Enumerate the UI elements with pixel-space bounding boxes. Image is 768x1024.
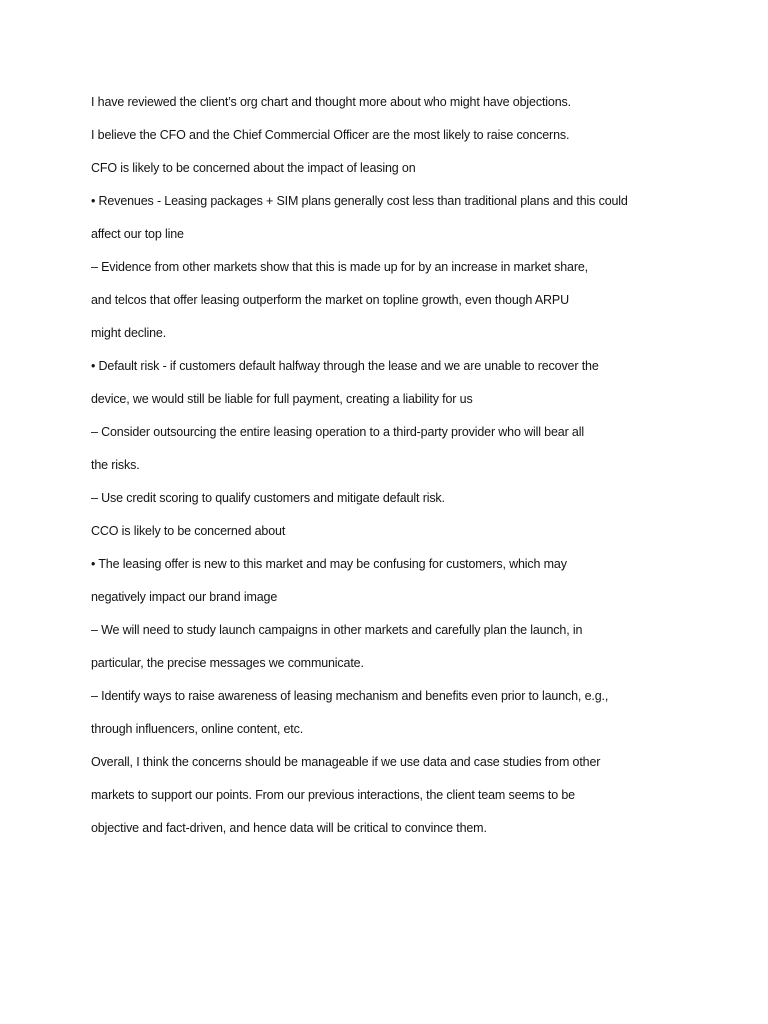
- text-line: through influencers, online content, etc.: [91, 722, 304, 736]
- text-line: the risks.: [91, 458, 140, 472]
- text-line: particular, the precise messages we communicate.: [91, 656, 364, 670]
- text-line-launch-campaigns: – We will need to study launch campaigns in other markets and carefully plan the launch, in: [91, 623, 583, 637]
- text-line-outsourcing: – Consider outsourcing the entire leasing operation to a third-party provider who will bear all: [91, 425, 584, 439]
- document-body: [91, 90, 691, 849]
- text-line: markets to support our points. From our previous interactions, the client team seems to be: [91, 788, 575, 802]
- text-line: negatively impact our brand image: [91, 590, 278, 604]
- text-line-leasing-offer-bullet: • The leasing offer is new to this market and may be confusing for customers, which may: [91, 557, 567, 571]
- text-line: affect our top line: [91, 227, 184, 241]
- text-line: device, we would still be liable for full payment, creating a liability for us: [91, 392, 473, 406]
- text-line-overall: Overall, I think the concerns should be manageable if we use data and case studies from other: [91, 755, 601, 769]
- text-line: might decline.: [91, 326, 167, 340]
- text-line-belief: I believe the CFO and the Chief Commercial Officer are the most likely to raise concerns.: [91, 128, 570, 142]
- text-line-awareness: – Identify ways to raise awareness of leasing mechanism and benefits even prior to launch, e.g.,: [91, 689, 609, 703]
- text-line-intro: I have reviewed the client’s org chart and thought more about who might have objections.: [91, 95, 571, 109]
- text-line-credit-scoring: – Use credit scoring to qualify customers and mitigate default risk.: [91, 491, 445, 505]
- text-line: objective and fact-driven, and hence data will be critical to convince them.: [91, 821, 487, 835]
- text-line-cfo-heading: CFO is likely to be concerned about the impact of leasing on: [91, 161, 416, 175]
- text-line-evidence: – Evidence from other markets show that this is made up for by an increase in market share,: [91, 260, 589, 274]
- text-line: and telcos that offer leasing outperform the market on topline growth, even though ARPU: [91, 293, 569, 307]
- text-line-cco-heading: CCO is likely to be concerned about: [91, 524, 286, 538]
- text-line-default-risk-bullet: • Default risk - if customers default halfway through the lease and we are unable to recover the: [91, 359, 599, 373]
- text-line-revenues-bullet: • Revenues - Leasing packages + SIM plans generally cost less than traditional plans and this could: [91, 194, 628, 208]
